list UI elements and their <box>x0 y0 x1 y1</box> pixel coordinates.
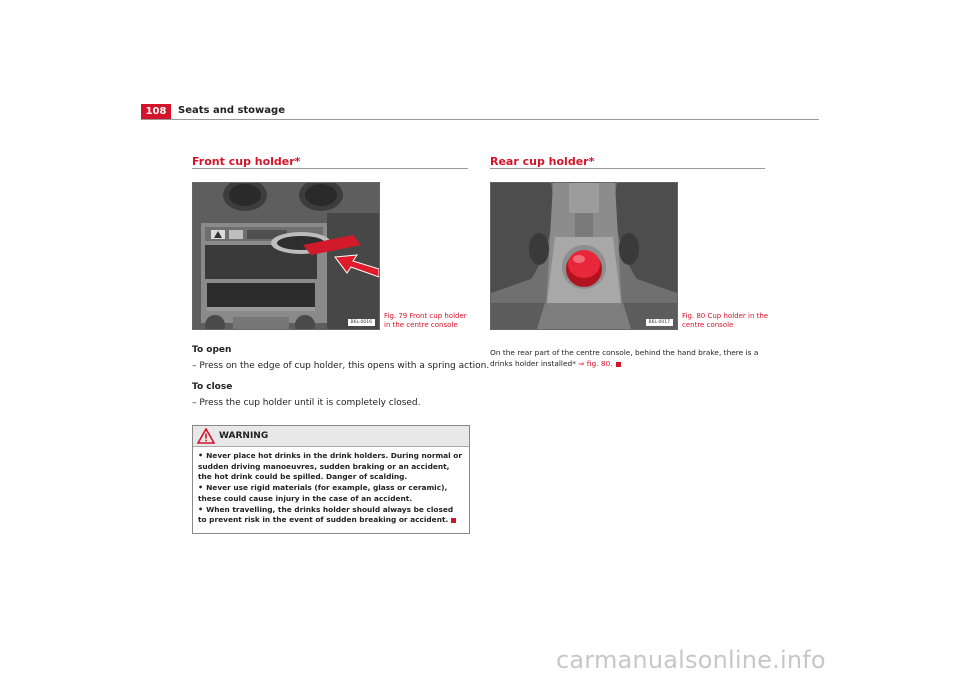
front-figure-caption <box>384 312 474 329</box>
front-figure-caption-line1: Fig. 79 Front cup holder <box>384 312 467 320</box>
warning-item-text: Never place hot drinks in the drink holders. During normal or sudden driving manoeuvres, sudden braking or an accident, the hot drink could be spilled. Danger of scalding. <box>198 451 462 482</box>
warning-title: WARNING <box>219 431 269 441</box>
rear-cup-holder-heading: Rear cup holder* <box>490 155 595 168</box>
front-figure-caption-line2: in the centre console <box>384 320 458 329</box>
warning-bullet: • <box>198 483 204 493</box>
front-cup-holder-figure <box>192 182 380 330</box>
rear-figure-caption-line2: centre console <box>682 320 734 329</box>
rear-figure-code: B6L-0017 <box>646 319 673 326</box>
header-rule <box>141 119 819 120</box>
watermark: carmanualsonline.info <box>556 646 826 674</box>
open-step: – Press on the edge of cup holder, this opens with a spring action. <box>192 361 490 371</box>
warning-triangle-icon <box>197 428 215 444</box>
rear-section-rule <box>490 168 765 169</box>
warning-header <box>193 426 469 447</box>
end-of-section-marker <box>451 518 456 523</box>
to-close-label: To close <box>192 382 233 392</box>
rear-cup-holder-illustration <box>491 183 677 329</box>
front-figure-code: B6L-0016 <box>348 319 375 326</box>
warning-box <box>192 425 470 534</box>
page-number: 108 <box>141 104 171 120</box>
warning-body <box>193 447 469 530</box>
figure-reference-link[interactable]: ⇒ fig. 80. <box>578 359 613 368</box>
warning-item-text: Never use rigid materials (for example, glass or ceramic), these could cause injury in the case of an accident. <box>198 483 448 503</box>
end-of-section-marker <box>616 362 621 367</box>
rear-body-text: On the rear part of the centre console, behind the hand brake, there is a drinks holder installed* <box>490 348 759 368</box>
warning-bullet: • <box>198 504 204 514</box>
rear-figure-caption-line1: Fig. 80 Cup holder in the <box>682 312 769 320</box>
warning-item <box>198 483 464 504</box>
warning-item-text: When travelling, the drinks holder should always be closed to prevent risk in the event of sudden breaking or accident. <box>198 504 454 525</box>
front-cup-holder-illustration <box>193 183 379 329</box>
warning-bullet: • <box>198 451 204 460</box>
warning-item <box>198 505 464 526</box>
front-cup-holder-heading: Front cup holder* <box>192 155 301 168</box>
close-step: – Press the cup holder until it is completely closed. <box>192 398 421 408</box>
warning-item <box>198 451 464 483</box>
rear-figure-caption <box>682 312 772 329</box>
page-header-title: Seats and stowage <box>178 105 285 116</box>
rear-cup-holder-figure <box>490 182 678 330</box>
to-open-label: To open <box>192 345 232 355</box>
rear-cup-holder-text <box>490 347 765 369</box>
front-section-rule <box>192 168 468 169</box>
